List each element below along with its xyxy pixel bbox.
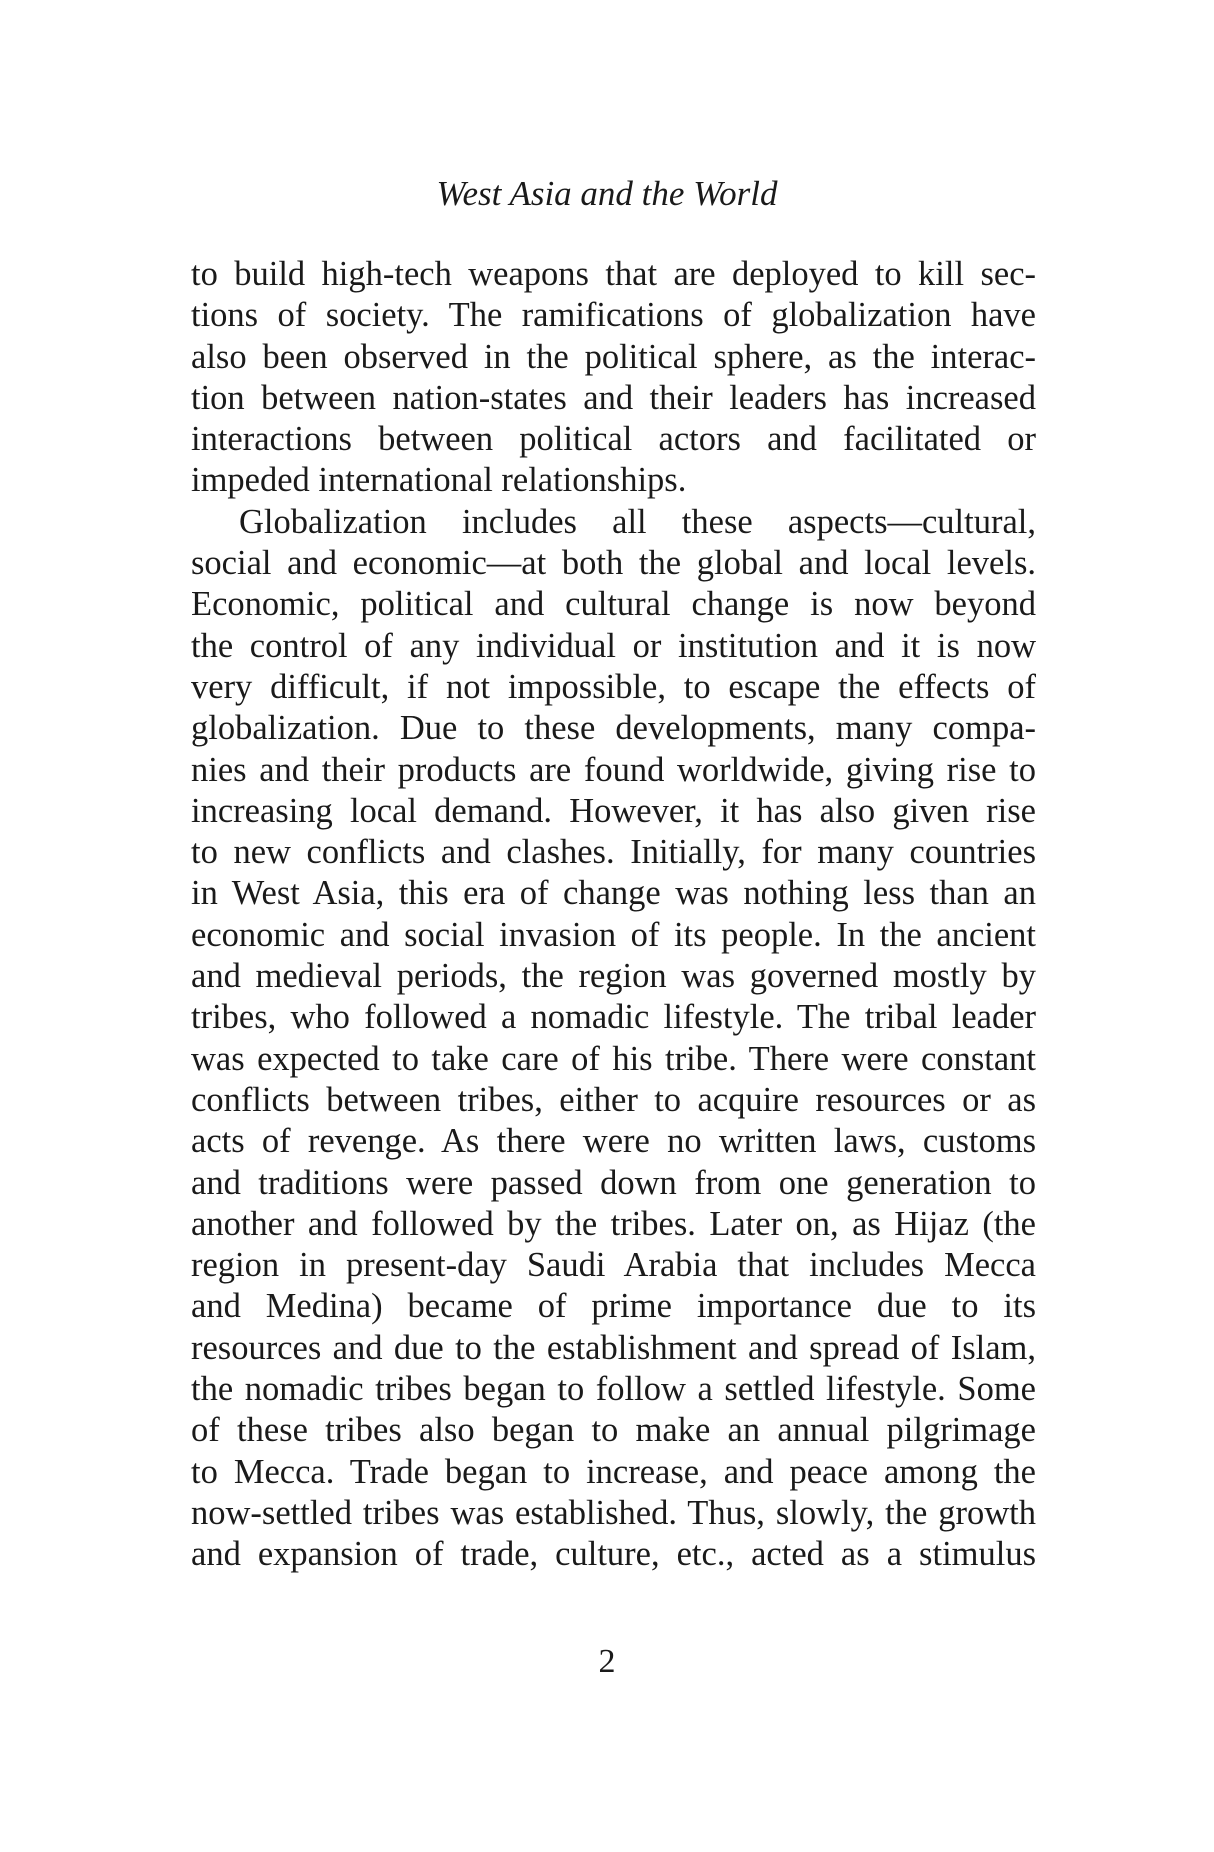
page-number: 2 (598, 1643, 616, 1680)
text-line: another and followed by the tribes. Later on, as Hijaz (the (191, 1204, 1036, 1243)
text-line: tribes, who followed a nomadic lifestyle. The tribal leader (191, 998, 1036, 1037)
text-line: acts of revenge. As there were no written laws, customs (191, 1122, 1036, 1161)
text-line: tions of society. The ramifications of globalization have (191, 296, 1036, 335)
text-line: region in present-day Saudi Arabia that includes Mecca (191, 1246, 1036, 1285)
text-line: was expected to take care of his tribe. There were constant (191, 1039, 1036, 1078)
text-line: economic and social invasion of its people. In the ancient (191, 915, 1036, 954)
text-line: and expansion of trade, culture, etc., acted as a stimulus (191, 1535, 1036, 1574)
text-line: to Mecca. Trade began to increase, and peace among the (191, 1452, 1036, 1491)
text-line: Economic, political and cultural change is now beyond (191, 585, 1036, 624)
text-line: conflicts between tribes, either to acquire resources or as (191, 1080, 1036, 1119)
text-line: impeded international relationships. (191, 461, 687, 500)
text-line: tion between nation-states and their leaders has increased (191, 378, 1036, 417)
text-line: very difficult, if not impossible, to escape the effects of (191, 667, 1036, 706)
text-line: also been observed in the political sphere, as the interac- (191, 337, 1036, 376)
text-line: resources and due to the establishment and spread of Islam, (191, 1328, 1036, 1367)
text-line: to build high-tech weapons that are deployed to kill sec- (191, 255, 1036, 293)
text-line: the nomadic tribes began to follow a settled lifestyle. Some (191, 1370, 1036, 1409)
text-line: to new conflicts and clashes. Initially, for many countries (191, 833, 1036, 872)
text-line: of these tribes also began to make an annual pilgrimage (191, 1411, 1036, 1450)
text-line: nies and their products are found worldwide, giving rise to (191, 750, 1036, 789)
text-line: and Medina) became of prime importance due to its (191, 1287, 1036, 1326)
text-line: in West Asia, this era of change was nothing less than an (191, 874, 1036, 913)
text-line: Globalization includes all these aspects—cultural, (239, 502, 1036, 541)
text-line: now-settled tribes was established. Thus, slowly, the growth (191, 1493, 1036, 1532)
text-line: interactions between political actors and facilitated or (191, 420, 1036, 459)
text-line: and medieval periods, the region was governed mostly by (191, 957, 1036, 996)
running-head: West Asia and the World (436, 174, 778, 213)
text-line: the control of any individual or institution and it is now (191, 626, 1036, 665)
text-line: increasing local demand. However, it has also given rise (191, 791, 1036, 830)
body-text (191, 254, 1036, 1576)
text-line: social and economic—at both the global and local levels. (191, 544, 1036, 583)
text-line: globalization. Due to these developments, many compa- (191, 709, 1036, 748)
text-line: and traditions were passed down from one generation to (191, 1163, 1036, 1202)
